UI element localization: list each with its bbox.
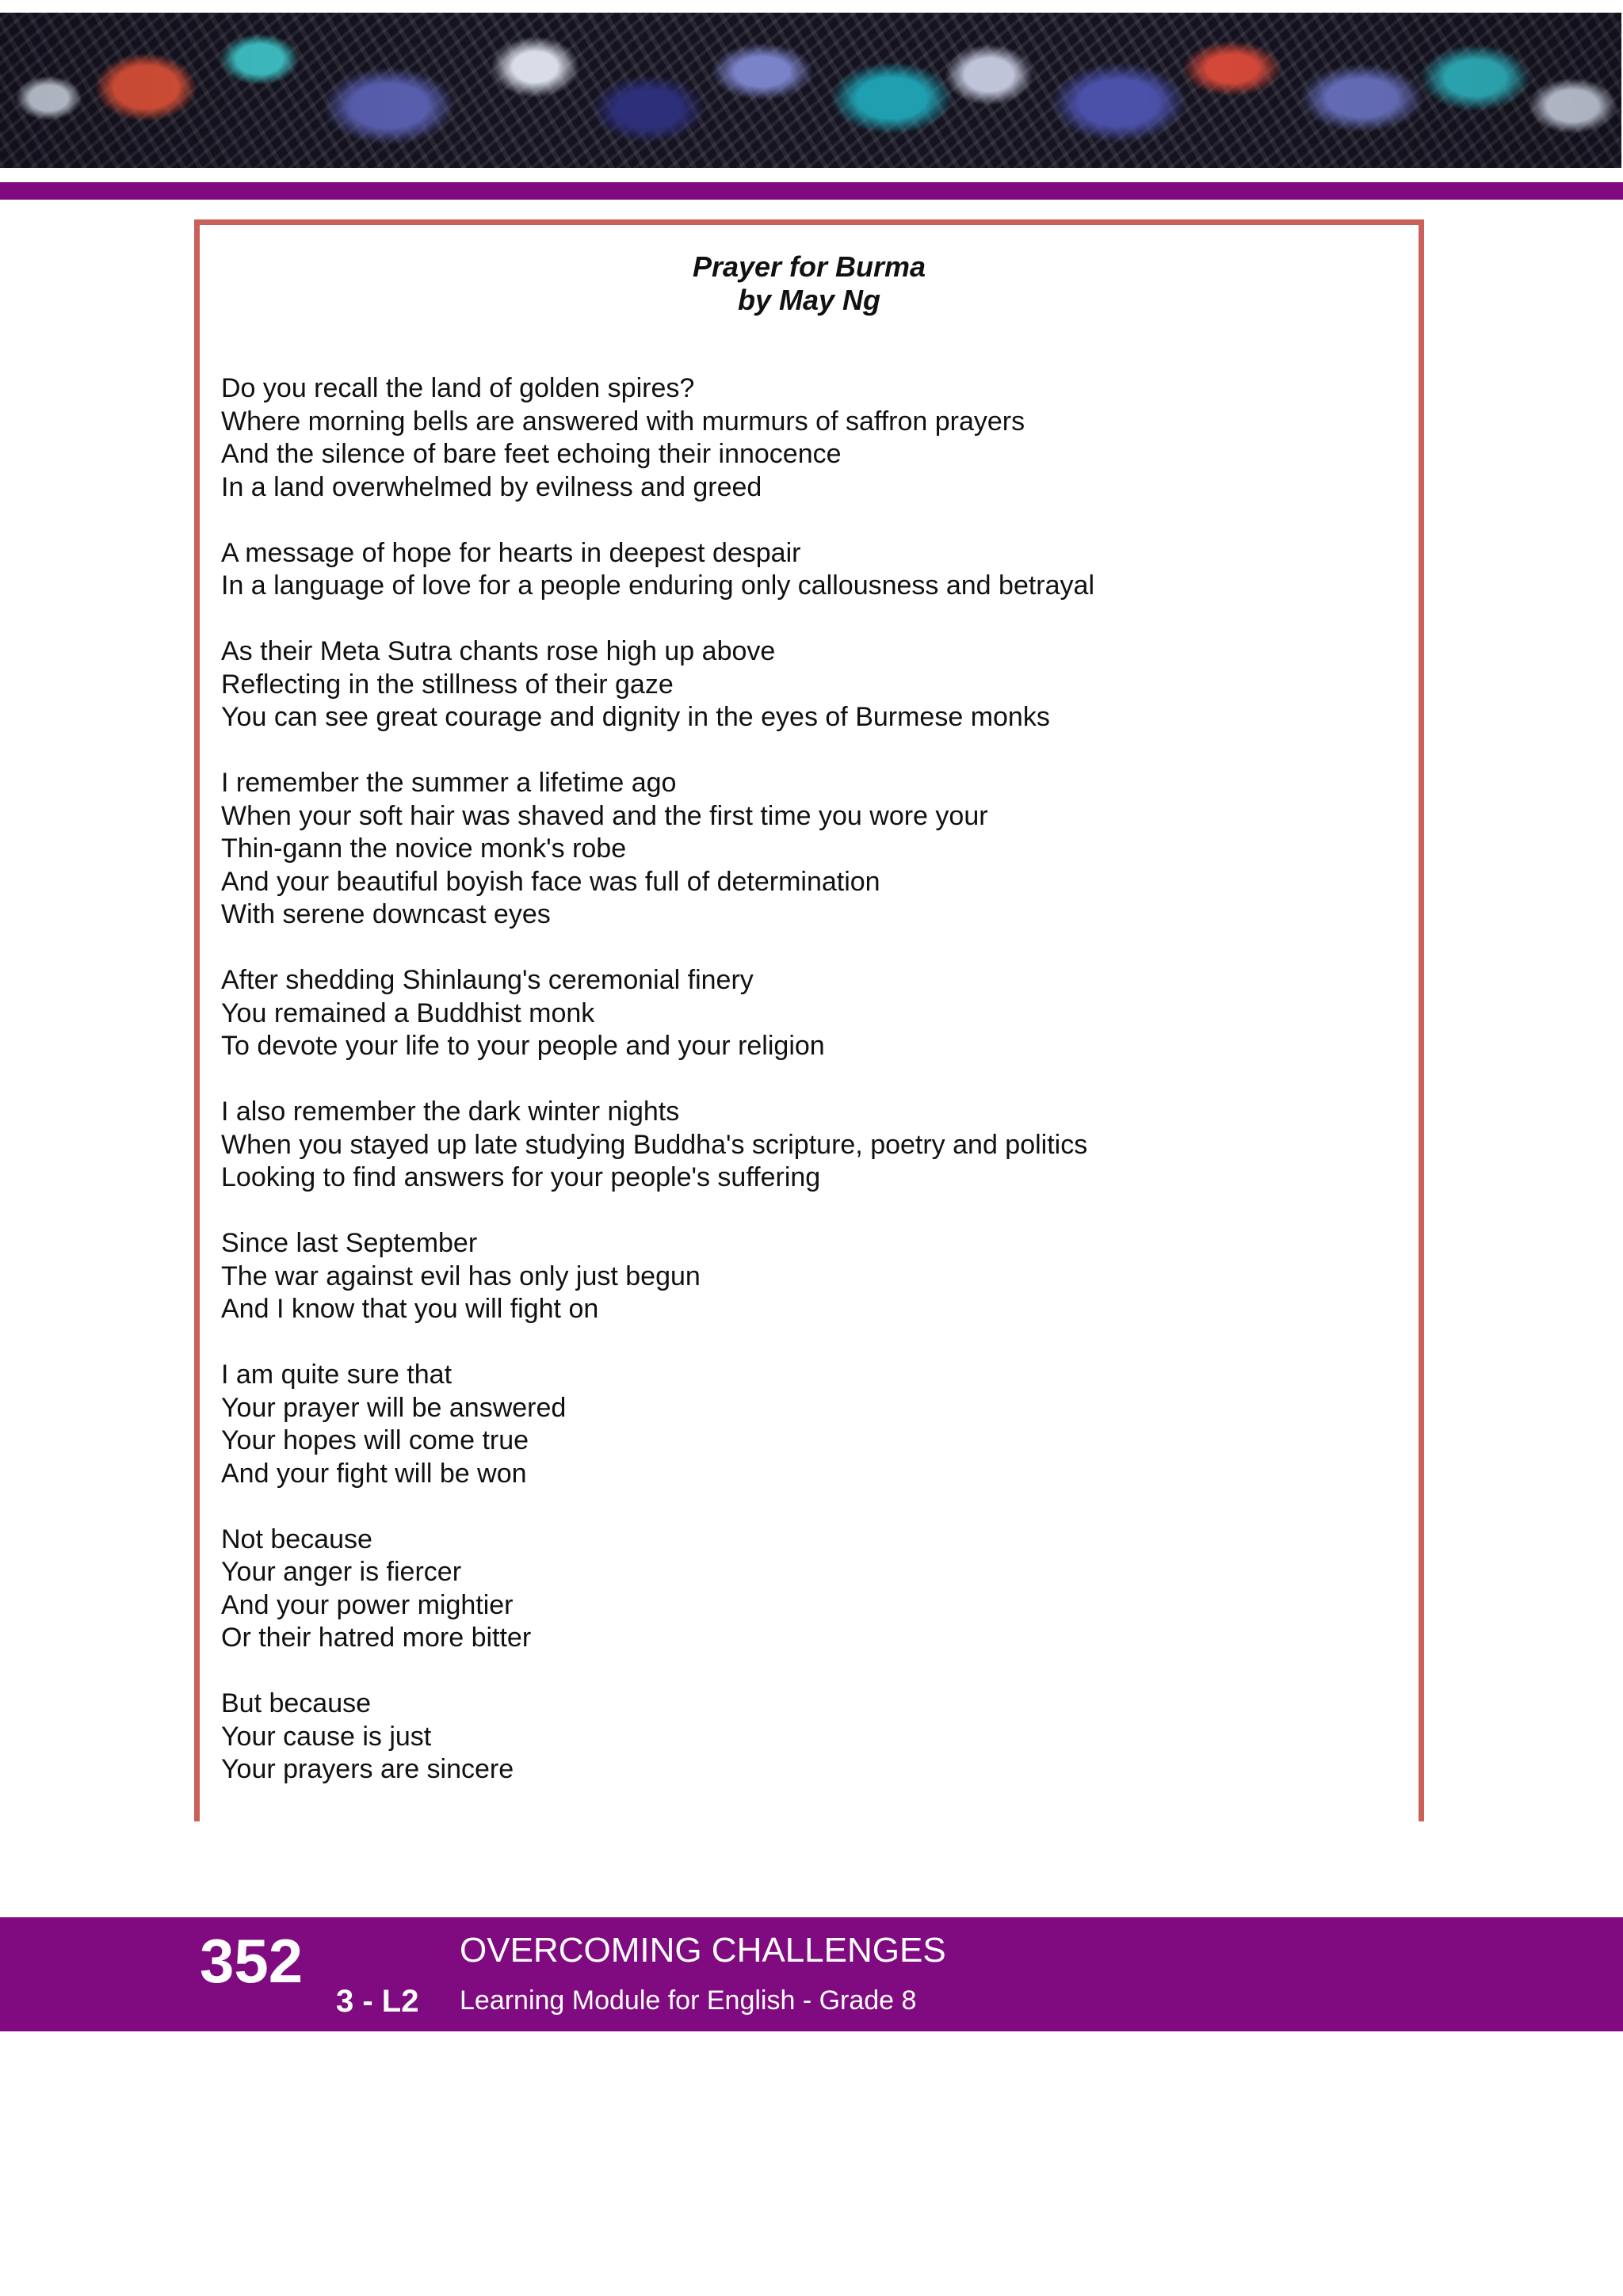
poem-line: And your fight will be won (221, 1458, 527, 1489)
poem-line: Your anger is fiercer (221, 1557, 462, 1587)
poem-line: The war against evil has only just begun (221, 1261, 701, 1291)
poem-line: Where morning bells are answered with murmurs of saffron prayers (221, 406, 1025, 437)
poem-line: You can see great courage and dignity in the eyes of Burmese monks (221, 702, 1050, 732)
poem-stanza (221, 767, 1394, 932)
poem-line: I also remember the dark winter nights (221, 1097, 680, 1127)
poem-line: You remained a Buddhist monk (221, 997, 595, 1028)
poem-stanza (221, 1524, 1394, 1655)
poem-line: To devote your life to your people and your religion (221, 1031, 825, 1061)
poem-line: Your prayers are sincere (221, 1754, 514, 1784)
poem-body (221, 372, 1394, 1819)
poem-line: When you stayed up late studying Buddha's scripture, poetry and politics (221, 1129, 1088, 1160)
poem-line: After shedding Shinlaung's ceremonial finery (221, 965, 754, 995)
poem-stanza (221, 1096, 1394, 1195)
poem-title: Prayer for Burma (692, 250, 926, 283)
poem-line: But because (221, 1688, 372, 1718)
decorative-banner-shade (0, 13, 1621, 168)
poem-line: Reflecting in the stillness of their gaze (221, 669, 674, 700)
poem-author: by May Ng (737, 284, 881, 316)
poem-line: I am quite sure that (221, 1360, 453, 1390)
poem-stanza (221, 1688, 1394, 1787)
poem-line: In a land overwhelmed by evilness and greed (221, 471, 762, 502)
poem-line: With serene downcast eyes (221, 899, 551, 929)
poem-line: Your hopes will come true (221, 1425, 529, 1455)
page-number: 352 (200, 1926, 304, 1996)
poem-line: And your beautiful boyish face was full of determination (221, 866, 880, 897)
poem-line: I remember the summer a lifetime ago (221, 768, 677, 798)
poem-line: As their Meta Sutra chants rose high up above (221, 636, 776, 666)
poem-stanza (221, 1227, 1394, 1326)
poem-line: And your power mightier (221, 1589, 514, 1620)
poem-stanza (221, 635, 1394, 734)
poem-line: Your cause is just (221, 1721, 432, 1752)
poem-stanza (221, 1359, 1394, 1490)
poem-line: Thin-gann the novice monk's robe (221, 833, 627, 864)
poem-line: A message of hope for hearts in deepest despair (221, 537, 801, 568)
header-rule (0, 182, 1623, 200)
poem-line: And the silence of bare feet echoing their innocence (221, 439, 842, 469)
poem-line: Your prayer will be answered (221, 1392, 567, 1423)
module-subtitle: Learning Module for English - Grade 8 (460, 1985, 917, 2016)
poem-line: In a language of love for a people enduring only callousness and betrayal (221, 570, 1094, 601)
poem-frame (194, 219, 1424, 1821)
poem-stanza (221, 372, 1394, 504)
module-title: OVERCOMING CHALLENGES (460, 1931, 946, 1970)
poem-line: Looking to find answers for your people's suffering (221, 1162, 821, 1192)
poem-line: When your soft hair was shaved and the first time you wore your (221, 800, 988, 831)
poem-line: And I know that you will fight on (221, 1294, 599, 1324)
poem-line: Do you recall the land of golden spires? (221, 373, 695, 403)
poem-line: Since last September (221, 1228, 478, 1258)
poem-stanza (221, 964, 1394, 1063)
poem-line: Or their hatred more bitter (221, 1623, 532, 1653)
page-footer (0, 1917, 1623, 2031)
poem-line: Not because (221, 1524, 372, 1554)
poem-stanza (221, 537, 1394, 603)
unit-code: 3 - L2 (336, 1984, 419, 2019)
